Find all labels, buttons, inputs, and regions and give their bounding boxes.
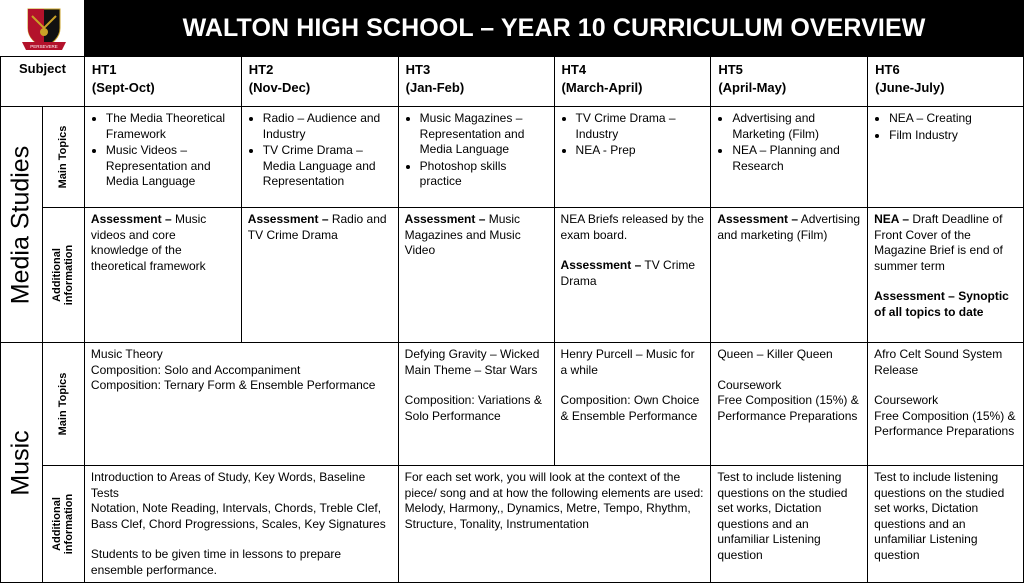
term-header-ht6: HT6 (June-July): [868, 57, 1024, 107]
header-row: [1, 57, 1024, 107]
school-crest-icon: [20, 6, 68, 52]
music-topics-ht3: Defying Gravity – Wicked Main Theme – Star Wars Composition: Variations & Solo Performance: [398, 343, 554, 466]
row-label-additional-information: Additional information: [42, 208, 84, 343]
term-header-ht4: HT4 (March-April): [554, 57, 711, 107]
music-info-ht5: Test to include listening questions on the studied set works, Dictation questions and an unfamiliar Listening question: [711, 466, 868, 583]
svg-text:PERSEVERE: PERSEVERE: [30, 44, 58, 49]
list-item: • NEA – Planning and Research: [732, 143, 861, 174]
music-main-topics-row: [1, 343, 1024, 466]
list-item: • NEA - Prep: [576, 143, 705, 159]
term-header-ht1: HT1 (Sept-Oct): [84, 57, 241, 107]
row-label-main-topics: Main Topics: [42, 343, 84, 466]
music-info-ht1-ht2: Introduction to Areas of Study, Key Words, Baseline Tests Notation, Note Reading, Intervals, Chords, Treble Clef, Bass Clef, Chord Progressions, Scales, Key Signatures Students to be given time in lessons to prepare ensemble performance.: [84, 466, 398, 583]
list-item: • NEA – Creating: [889, 111, 1017, 127]
term-header-ht3: HT3 (Jan-Feb): [398, 57, 554, 107]
list-item: • Advertising and Marketing (Film): [732, 111, 861, 142]
list-item: • Photoshop skills practice: [420, 159, 548, 190]
subject-media-studies: Media Studies: [1, 107, 43, 343]
page-title: WALTON HIGH SCHOOL – YEAR 10 CURRICULUM OVERVIEW: [84, 0, 1024, 56]
media-topics-ht1: [84, 107, 241, 208]
list-item: • TV Crime Drama – Industry: [576, 111, 705, 142]
media-info-ht4: NEA Briefs released by the exam board. Assessment – TV Crime Drama: [554, 208, 711, 343]
music-topics-ht1-ht2: Music Theory Composition: Solo and Accompaniment Composition: Ternary Form & Ensemble Performance: [84, 343, 398, 466]
list-item: • Film Industry: [889, 128, 1017, 144]
media-topics-ht5: [711, 107, 868, 208]
music-additional-row: [1, 466, 1024, 583]
subject-header: Subject: [1, 57, 85, 107]
term-header-ht2: HT2 (Nov-Dec): [241, 57, 398, 107]
list-item: • Radio – Audience and Industry: [263, 111, 392, 142]
list-item: • TV Crime Drama – Media Language and Representation: [263, 143, 392, 190]
media-topics-ht4: [554, 107, 711, 208]
music-topics-ht5: Queen – Killer Queen Coursework Free Composition (15%) & Performance Preparations: [711, 343, 868, 466]
row-label-additional-information: Additional information: [42, 466, 84, 583]
media-info-ht6: NEA – Draft Deadline of Front Cover of the Magazine Brief is end of summer term Assessment – Synoptic of all topics to date: [868, 208, 1024, 343]
media-topics-ht6: [868, 107, 1024, 208]
list-item: • Music Magazines – Representation and Media Language: [420, 111, 548, 158]
music-info-ht3-ht4: For each set work, you will look at the context of the piece/ song and at how the following elements are used: Melody, Harmony,, Dynamics, Metre, Tempo, Rhythm, Structure, Tonality, Instrumentation: [398, 466, 711, 583]
list-item: • Music Videos – Representation and Media Language: [106, 143, 235, 190]
media-topics-ht3: [398, 107, 554, 208]
media-info-ht1: Assessment – Music videos and core knowledge of the theoretical framework: [84, 208, 241, 343]
music-topics-ht4: Henry Purcell – Music for a while Composition: Own Choice & Ensemble Performance: [554, 343, 711, 466]
subject-music: Music: [1, 343, 43, 583]
media-info-ht2: Assessment – Radio and TV Crime Drama: [241, 208, 398, 343]
list-item: • The Media Theoretical Framework: [106, 111, 235, 142]
curriculum-table: [0, 56, 1024, 583]
media-info-ht3: Assessment – Music Magazines and Music Video: [398, 208, 554, 343]
media-additional-row: [1, 208, 1024, 343]
music-topics-ht6: Afro Celt Sound System Release Coursework Free Composition (15%) & Performance Preparations: [868, 343, 1024, 466]
term-header-ht5: HT5 (April-May): [711, 57, 868, 107]
media-main-topics-row: [1, 107, 1024, 208]
media-info-ht5: Assessment – Advertising and marketing (Film): [711, 208, 868, 343]
title-bar: [0, 0, 1024, 56]
media-topics-ht2: [241, 107, 398, 208]
music-info-ht6: Test to include listening questions on the studied set works, Dictation questions and an unfamiliar Listening question: [868, 466, 1024, 583]
row-label-main-topics: Main Topics: [42, 107, 84, 208]
